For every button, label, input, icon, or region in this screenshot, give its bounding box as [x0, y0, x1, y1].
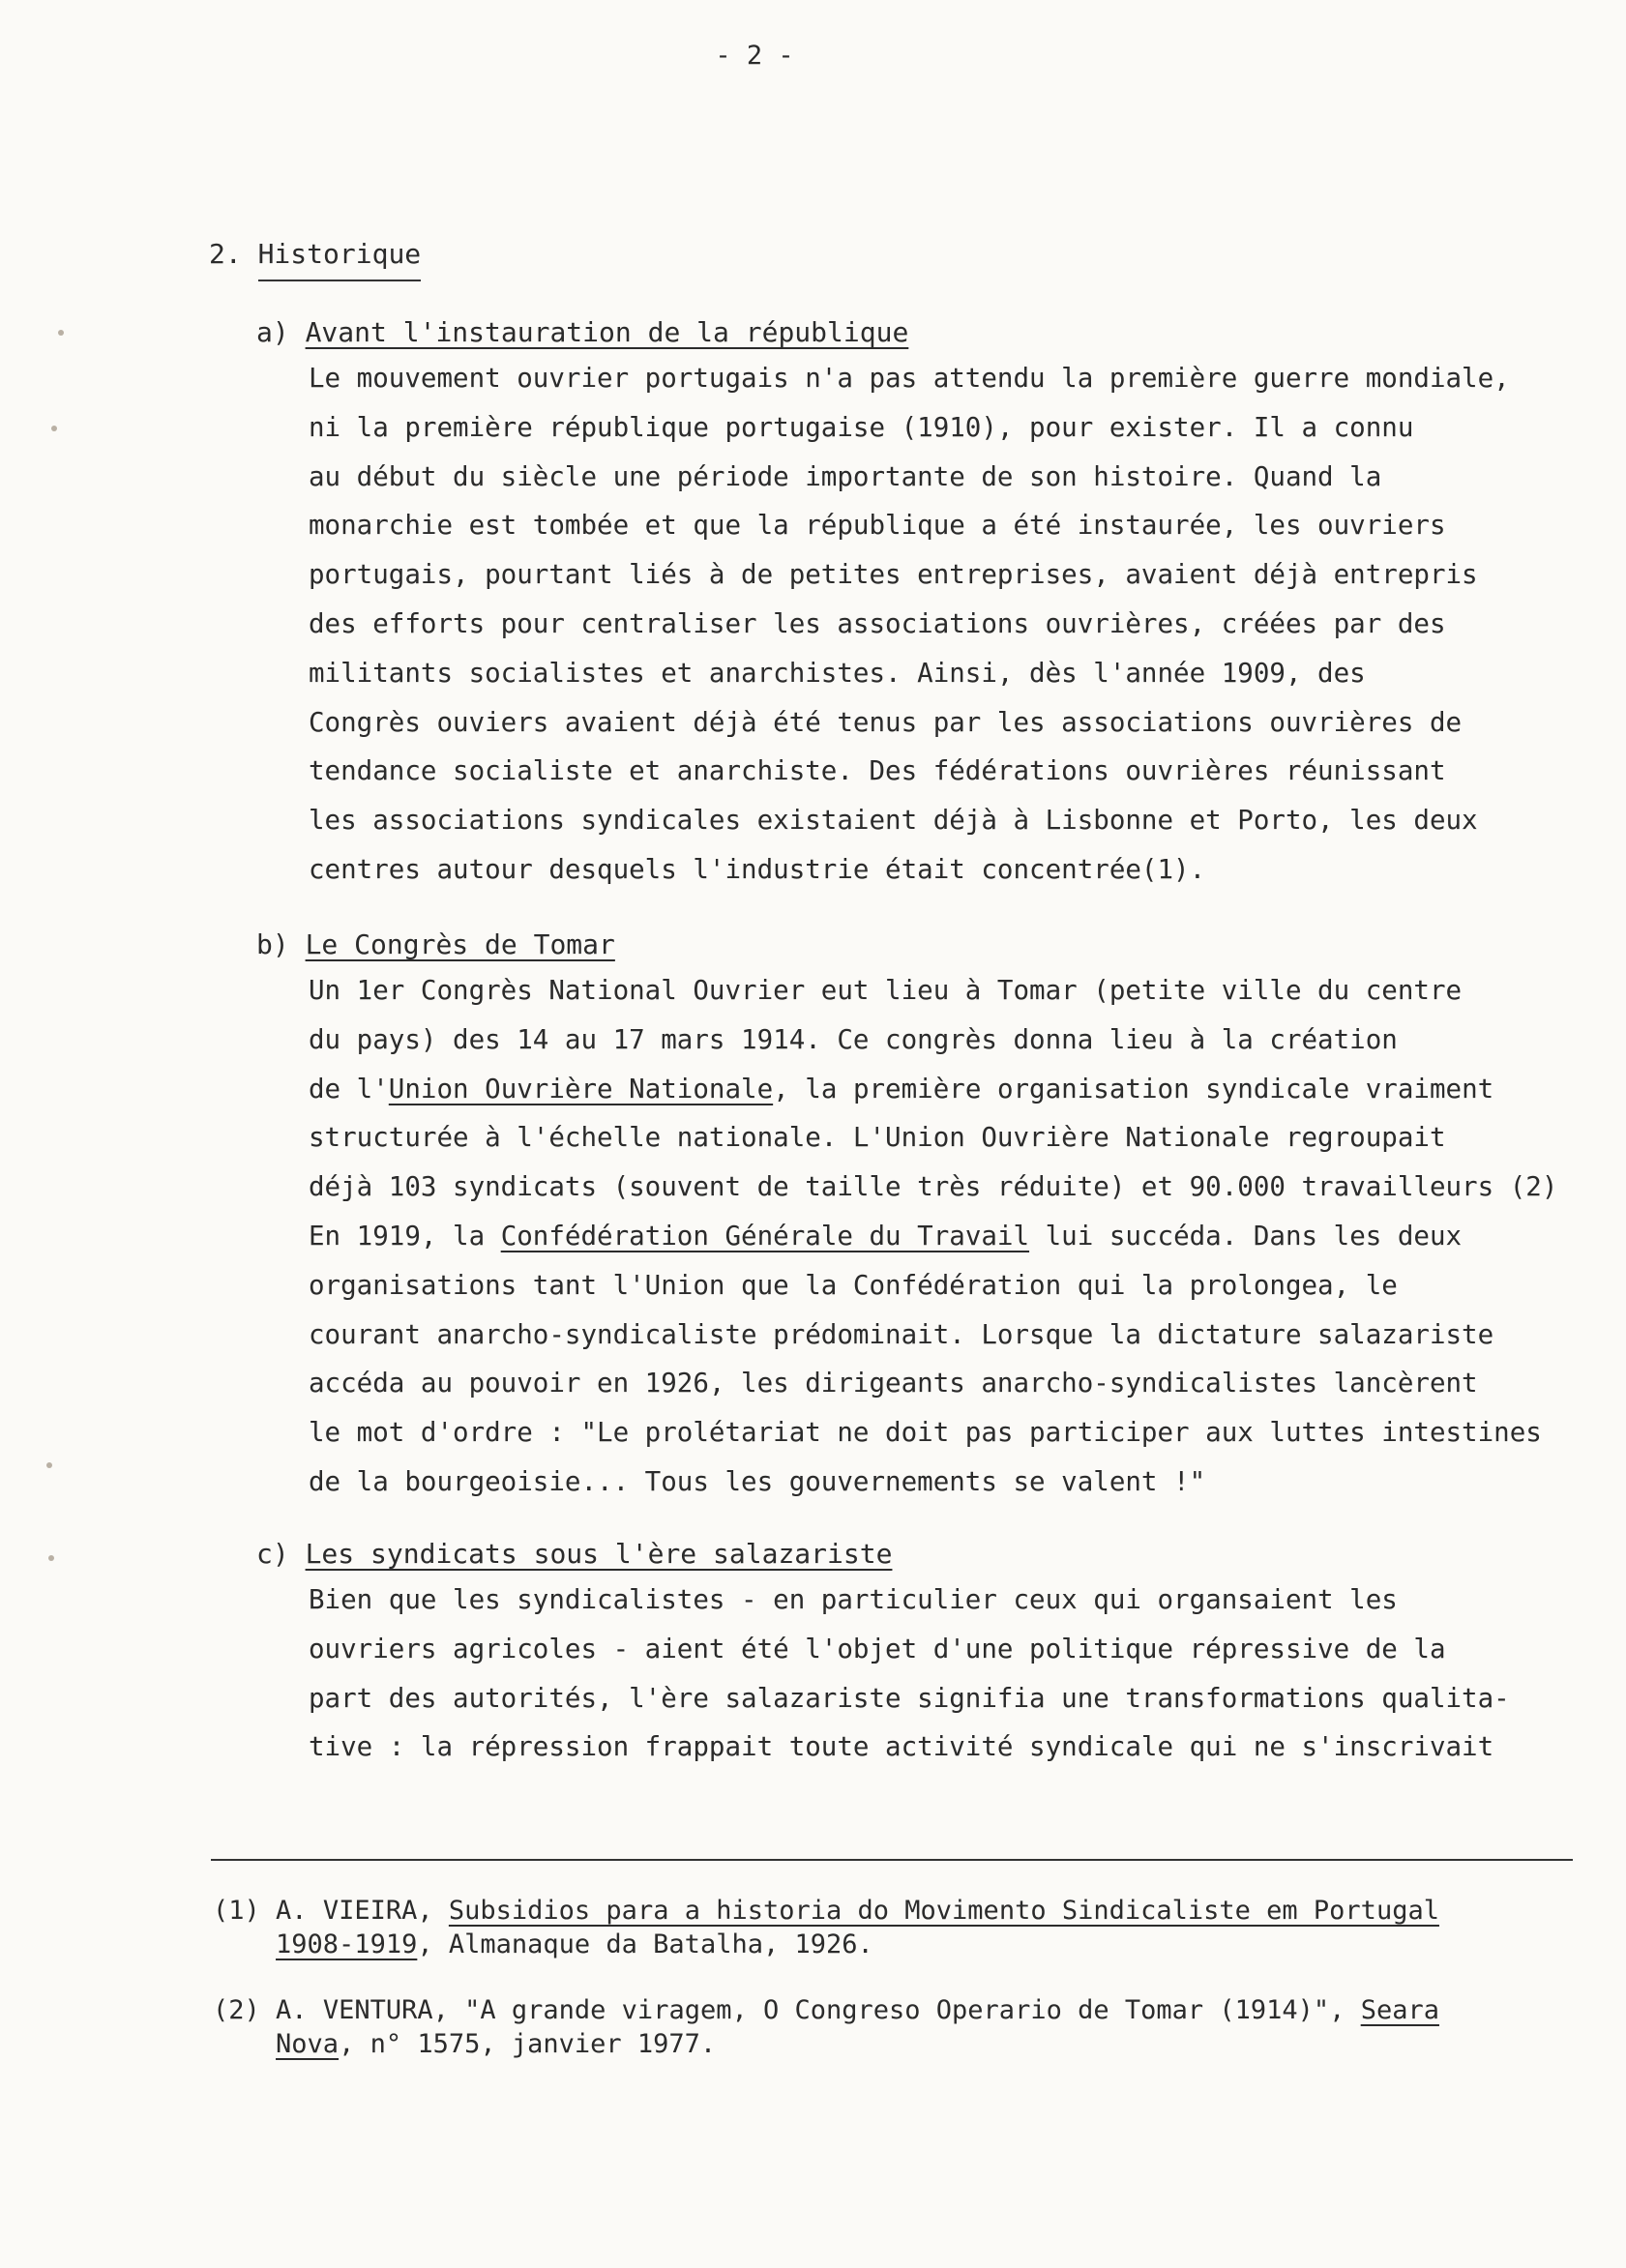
footnote-journal: Nova: [276, 2029, 340, 2059]
paragraph-line: courant anarcho-syndicaliste prédominait. Lorsque la dictature salazariste: [309, 1318, 1494, 1350]
footnote-line: [213, 1993, 1586, 2027]
section-b-body: [309, 966, 1626, 1507]
underlined-term: Union Ouvrière Nationale: [388, 1073, 774, 1105]
paragraph-line: ouvriers agricoles - aient été l'objet d'une politique répressive de la: [309, 1633, 1446, 1664]
paragraph-line: Un 1er Congrès National Ouvrier eut lieu à Tomar (petite ville du centre: [309, 975, 1463, 1006]
footnote-1: [213, 1894, 1586, 1961]
section-b-label: [256, 928, 1626, 960]
footnote-marker: (1): [213, 1896, 260, 1926]
section-a-title: Avant l'instauration de la république: [305, 316, 909, 348]
section-heading: [209, 238, 421, 270]
paragraph-line: au début du siècle une période importante de son histoire. Quand la: [309, 460, 1382, 492]
paragraph-line: organisations tant l'Union que la Confédération qui la prolongea, le: [309, 1269, 1398, 1301]
section-c-letter: c): [256, 1538, 289, 1570]
paragraph-line: le mot d'ordre : "Le prolétariat ne doit pas participer aux luttes intestines: [309, 1417, 1542, 1449]
footnote-title: 1908-1919: [276, 1929, 418, 1959]
paragraph-line: part des autorités, l'ère salazariste signifia une transformations qualita-: [309, 1682, 1510, 1714]
paragraph-line: structurée à l'échelle nationale. L'Union Ouvrière Nationale regroupait: [309, 1122, 1446, 1154]
footnote-rest: , Almanaque da Batalha, 1926.: [417, 1929, 873, 1959]
paragraph-line: déjà 103 syndicats (souvent de taille très réduite) et 90.000 travailleurs (2): [309, 1171, 1558, 1203]
section-c: [256, 1538, 1626, 1772]
paragraph-line: ni la première république portugaise (1910), pour exister. Il a connu: [309, 411, 1414, 443]
paragraph-line: monarchie est tombée et que la république a été instaurée, les ouvriers: [309, 510, 1446, 542]
paragraph-line: tive : la répression frappait toute activité syndicale qui ne s'inscrivait: [309, 1731, 1494, 1763]
paragraph-line: Congrès ouviers avaient déjà été tenus par les associations ouvrières de: [309, 706, 1463, 738]
paragraph-line: centres autour desquels l'industrie était concentrée(1).: [309, 853, 1206, 885]
scan-speck: [48, 1555, 54, 1561]
heading-number: 2.: [209, 238, 242, 270]
paragraph-line: de la bourgeoisie... Tous les gouvernements se valent !": [309, 1465, 1206, 1497]
section-c-body: [309, 1576, 1626, 1772]
footnote-quoted: "A grande viragem, O Congreso Operario de Tomar (1914)",: [464, 1995, 1361, 2025]
paragraph-line: [309, 1065, 1626, 1114]
footnote-rest: , n° 1575, janvier 1977.: [339, 2029, 717, 2059]
section-a-label: [256, 316, 1626, 348]
footnote-journal: Seara: [1360, 1995, 1439, 2025]
footnote-line: [213, 2027, 1586, 2061]
paragraph-line: du pays) des 14 au 17 mars 1914. Ce congrès donna lieu à la création: [309, 1023, 1398, 1055]
section-c-title: Les syndicats sous l'ère salazariste: [305, 1538, 893, 1570]
footnote-title: Subsidios para a historia do Movimento Sindicaliste em Portugal: [448, 1896, 1439, 1926]
paragraph-line: portugais, pourtant liés à de petites entreprises, avaient déjà entrepris: [309, 559, 1478, 591]
text-segment: de l': [309, 1073, 389, 1105]
scan-speck: [46, 1462, 52, 1468]
paragraph-line: Le mouvement ouvrier portugais n'a pas attendu la première guerre mondiale,: [309, 363, 1510, 394]
footnote-author: A. VENTURA,: [276, 1995, 449, 2025]
footnote-divider: [211, 1859, 1573, 1861]
paragraph-line: accéda au pouvoir en 1926, les dirigeants anarcho-syndicalistes lancèrent: [309, 1368, 1478, 1399]
section-b-letter: b): [256, 928, 289, 960]
section-a-body: [309, 354, 1626, 895]
section-b: [256, 928, 1626, 1507]
footnote-line: [213, 1928, 1586, 1961]
scan-speck: [51, 426, 57, 431]
scan-speck: [58, 330, 64, 336]
text-segment: lui succéda. Dans les deux: [1029, 1220, 1463, 1252]
paragraph-line: [309, 1212, 1626, 1261]
section-b-title: Le Congrès de Tomar: [305, 928, 615, 960]
heading-title: Historique: [258, 238, 422, 281]
text-segment: , la première organisation syndicale vraiment: [773, 1073, 1494, 1105]
section-a: [256, 316, 1626, 895]
footnote-author: A. VIEIRA,: [276, 1896, 433, 1926]
paragraph-line: tendance socialiste et anarchiste. Des fédérations ouvrières réunissant: [309, 755, 1446, 787]
paragraph-line: Bien que les syndicalistes - en particulier ceux qui organsaient les: [309, 1584, 1398, 1615]
paragraph-line: des efforts pour centraliser les associations ouvrières, créées par des: [309, 607, 1446, 639]
footnote-line: [213, 1894, 1586, 1928]
section-a-letter: a): [256, 316, 289, 348]
footnote-marker: (2): [213, 1995, 260, 2025]
underlined-term: Confédération Générale du Travail: [500, 1220, 1030, 1252]
paragraph-line: les associations syndicales existaient déjà à Lisbonne et Porto, les deux: [309, 805, 1478, 837]
page-number: - 2 -: [715, 41, 794, 71]
text-segment: En 1919, la: [309, 1220, 501, 1252]
paragraph-line: militants socialistes et anarchistes. Ainsi, dès l'année 1909, des: [309, 657, 1366, 689]
footnote-2: [213, 1993, 1586, 2061]
section-c-label: [256, 1538, 1626, 1570]
